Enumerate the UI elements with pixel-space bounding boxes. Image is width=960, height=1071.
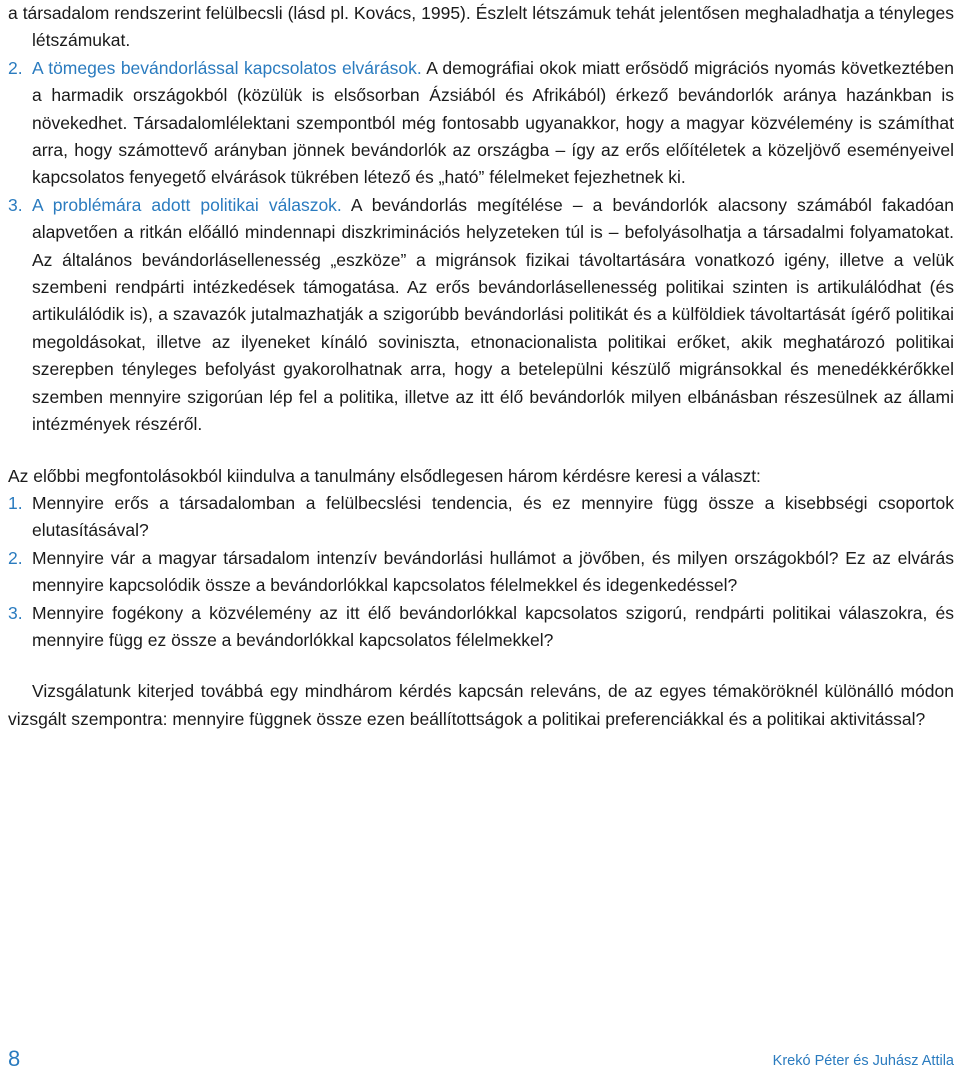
point-2-number: 2. (8, 57, 23, 78)
closing-paragraph: Vizsgálatunk kiterjed továbbá egy mindhárom kérdés kapcsán releváns, de az egyes témaköröknél különálló módon vizsgált szempontra: mennyire függnek össze ezen beállítottságok a politikai preferenciákkal és a politikai aktivitással? (8, 681, 954, 729)
footer-authors: Krekó Péter és Juhász Attila (772, 1053, 954, 1069)
questions-intro: Az előbbi megfontolásokból kiindulva a tanulmány elsődlegesen három kérdésre keresi a választ: (8, 465, 761, 486)
point-3-number: 3. (8, 194, 23, 215)
point-3-heading: A problémára adott politikai válaszok. (32, 194, 342, 215)
page-number: 8 (8, 1046, 21, 1071)
question-3 (8, 600, 954, 655)
point-2-heading: A tömeges bevándorlással kapcsolatos elvárások. (32, 57, 422, 78)
point-3-text: A bevándorlás megítélése – a bevándorlók alacsony számából fakadóan alapvetően a ritkán előálló mindennapi diszkriminációs helyzeteken túl is – befolyásolhatja a társadalmi folyamatokat. Az általános bevándorlásellenesség „eszköze” a migránsok fizikai távoltartására vonatkozó igény, illetve a velük szembeni rendpárti intézkedések támogatása. Az erős bevándorlásellenesség politikai szinten is artikulálódhat (és artikulálódik is), a szavazók jutalmazhatják a szigorúbb bevándorlási politikát és a külföldiek távoltartását ígérő politikai megoldásokat, illetve az ilyeneket kínáló soviniszta, etnonacionalista politikai erőket, akik meghatározó politikai szerepben tényleges befolyást gyakorolhatnak arra, hogy a betelepülni készülő migránsokkal és menedékkérőkkel szemben mennyire szigorúan lép fel a politika, illetve az itt élő bevándorlók milyen elbánásban részesülnek az állami intézmények részéről. (32, 194, 955, 435)
question-2 (8, 545, 954, 600)
question-2-text: Mennyire vár a magyar társadalom intenzív bevándorlási hullámot a jövőben, és milyen országokból? Ez az elvárás mennyire kapcsolódik össze a bevándorlókkal kapcsolatos félelmekkel és idegenkedéssel? (32, 547, 954, 596)
point-2 (8, 55, 954, 192)
page-body (8, 0, 954, 733)
intro-text: a társadalom rendszerint felülbecsli (lásd pl. Kovács, 1995). Észlelt létszámuk tehát jelentősen meghaladhatja a tényleges létszámukat. (8, 3, 954, 51)
point-3 (8, 192, 954, 439)
point-2-text: A demográfiai okok miatt erősödő migrációs nyomás következtében a harmadik országokból (közülük is elsősorban Ázsiából és Afrikából) érkező bevándorlók aránya hazánkban is növekedhet. Társadalomlélektani szempontból még fontosabb ugyanakkor, hogy a magyar közvélemény is számíthat arra, hogy számottevő arányban jönnek bevándorlók az országba – így az erős előítéletek a közeljövő eseményeivel kapcsolatos fenyegető elvárások tükrében létező és „ható” félelmeket fejezhetnek ki. (32, 57, 954, 188)
page-footer (8, 1042, 954, 1070)
question-1-number: 1. (8, 492, 23, 513)
question-3-number: 3. (8, 602, 23, 623)
intro-paragraph (8, 0, 954, 55)
question-3-text: Mennyire fogékony a közvélemény az itt élő bevándorlókkal kapcsolatos szigorú, rendpárti politikai válaszokra, és mennyire függ ez össze a bevándorlókkal kapcsolatos félelmekkel? (32, 602, 954, 650)
question-1 (8, 490, 954, 545)
question-1-text: Mennyire erős a társadalomban a felülbecslési tendencia, és ez mennyire függ össze a kisebbségi csoportok elutasításával? (32, 492, 954, 541)
question-2-number: 2. (8, 547, 23, 568)
